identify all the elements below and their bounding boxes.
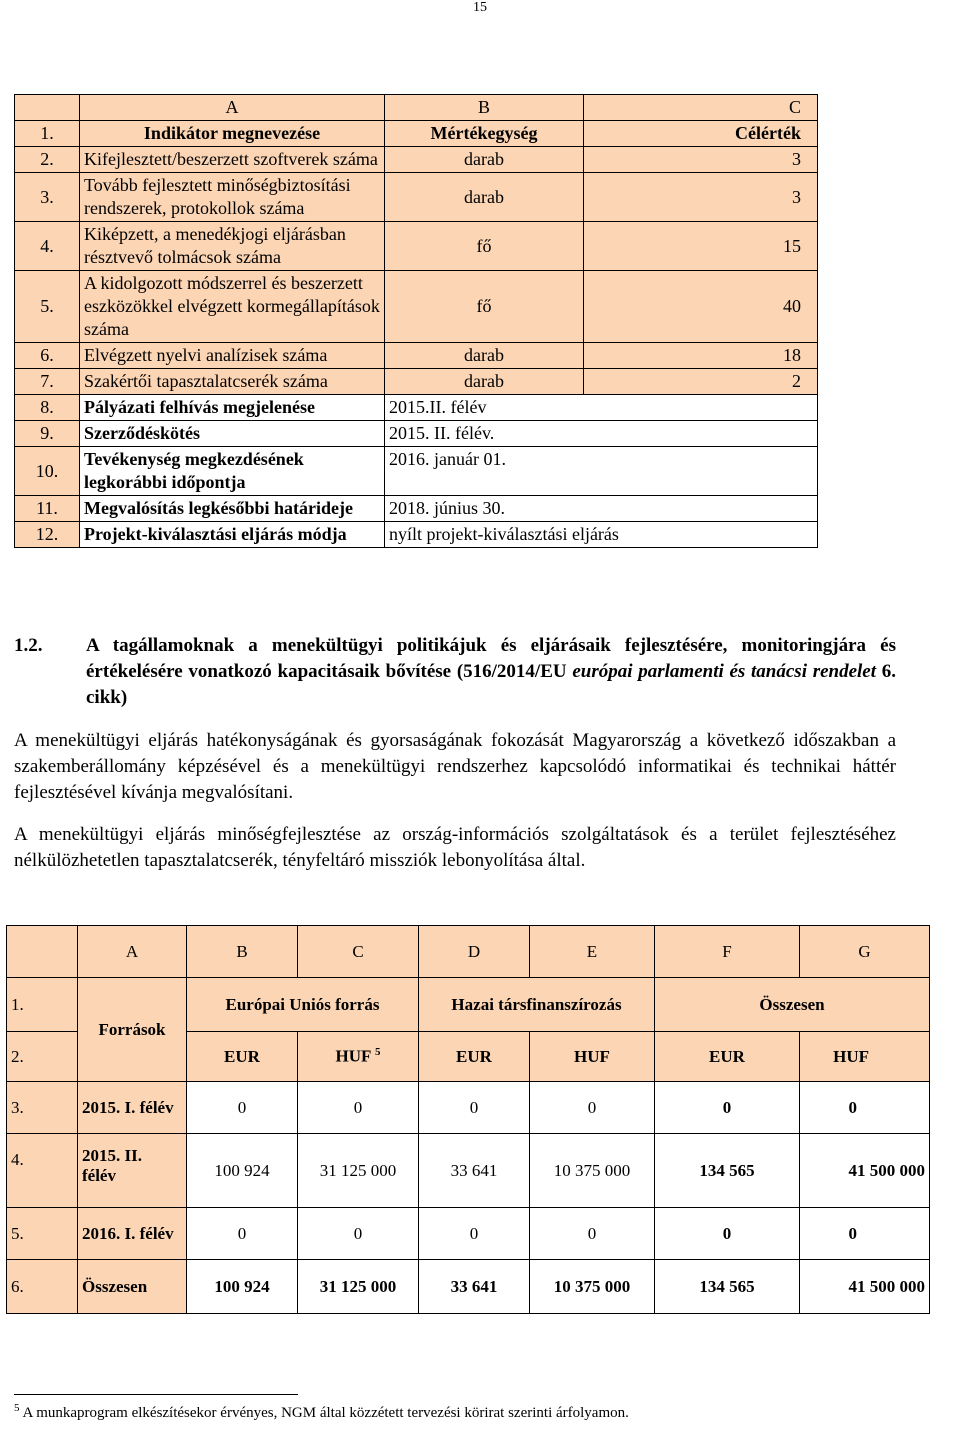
info-value: 2015. II. félév. bbox=[385, 421, 818, 447]
indicator-name: Tovább fejlesztett minőségbiztosítási rendszerek, protokollok száma bbox=[80, 173, 385, 222]
footnote-text: A munkaprogram elkészítésekor érvényes, NGM által közzétett tervezési körirat szerinti árfolyamon. bbox=[22, 1405, 629, 1421]
col-letter-c: C bbox=[584, 95, 818, 121]
col-letter-d: D bbox=[419, 926, 530, 978]
table-row bbox=[15, 369, 818, 395]
sources-label: Források bbox=[78, 978, 187, 1082]
row-number: 1. bbox=[7, 978, 78, 1032]
cell-value: 33 641 bbox=[419, 1260, 530, 1314]
row-number: 7. bbox=[15, 369, 80, 395]
indicator-name: Elvégzett nyelvi analízisek száma bbox=[80, 343, 385, 369]
row-number: 5. bbox=[7, 1208, 78, 1260]
col-letter-c: C bbox=[298, 926, 419, 978]
info-row bbox=[15, 395, 818, 421]
footnote bbox=[14, 1402, 629, 1422]
target-value: 3 bbox=[584, 173, 818, 222]
col-letter-f: F bbox=[655, 926, 800, 978]
col-letter-a: A bbox=[78, 926, 187, 978]
currency-header: EUR bbox=[419, 1032, 530, 1082]
cell-value: 0 bbox=[419, 1082, 530, 1134]
period-label: 2015. II. félév bbox=[78, 1134, 187, 1208]
info-label: Pályázati felhívás megjelenése bbox=[80, 395, 385, 421]
currency-header: HUF $^5$ bbox=[298, 1032, 419, 1082]
section-title-italic: európai parlamenti és tanácsi rendelet bbox=[572, 661, 877, 682]
section-heading bbox=[14, 633, 896, 711]
row-number: 6. bbox=[7, 1260, 78, 1314]
header-indicator-name: Indikátor megnevezése bbox=[80, 121, 385, 147]
indicator-name: Kifejlesztett/beszerzett szoftverek száma bbox=[80, 147, 385, 173]
cell-value: 0 bbox=[530, 1082, 655, 1134]
info-row bbox=[15, 496, 818, 522]
table-header-letters bbox=[15, 95, 818, 121]
unit: darab bbox=[385, 147, 584, 173]
info-row bbox=[15, 522, 818, 548]
info-label: Projekt-kiválasztási eljárás módja bbox=[80, 522, 385, 548]
table-row bbox=[7, 1260, 930, 1314]
cell-value: 10 375 000 bbox=[530, 1260, 655, 1314]
row-number: 12. bbox=[15, 522, 80, 548]
row-number: 2. bbox=[7, 1032, 78, 1082]
header-unit: Mértékegység bbox=[385, 121, 584, 147]
row-number: 11. bbox=[15, 496, 80, 522]
info-value: 2016. január 01. bbox=[385, 447, 818, 496]
table-row bbox=[15, 147, 818, 173]
row-number: 3. bbox=[15, 173, 80, 222]
cell-value: 31 125 000 bbox=[298, 1260, 419, 1314]
info-row bbox=[15, 447, 818, 496]
currency-header: HUF bbox=[530, 1032, 655, 1082]
table-row bbox=[7, 1134, 930, 1208]
row-number: 4. bbox=[15, 222, 80, 271]
cell-value: 41 500 000 bbox=[800, 1134, 930, 1208]
table-row bbox=[15, 222, 818, 271]
info-row bbox=[15, 421, 818, 447]
target-value: 18 bbox=[584, 343, 818, 369]
cell-value: 0 bbox=[298, 1208, 419, 1260]
row-number: 6. bbox=[15, 343, 80, 369]
table-row bbox=[7, 1208, 930, 1260]
cell-value: 0 bbox=[800, 1082, 930, 1134]
cell-value: 33 641 bbox=[419, 1134, 530, 1208]
cell-value: 0 bbox=[298, 1082, 419, 1134]
table-row bbox=[7, 978, 930, 1032]
cell-value: 0 bbox=[530, 1208, 655, 1260]
period-label: Összesen bbox=[78, 1260, 187, 1314]
table-column-headers bbox=[15, 121, 818, 147]
unit: darab bbox=[385, 343, 584, 369]
footnote-mark: 5 bbox=[375, 1046, 381, 1059]
cell-value: 100 924 bbox=[187, 1134, 298, 1208]
unit: darab bbox=[385, 173, 584, 222]
row-number: 9. bbox=[15, 421, 80, 447]
target-value: 40 bbox=[584, 271, 818, 343]
target-value: 15 bbox=[584, 222, 818, 271]
cell-value: 0 bbox=[655, 1082, 800, 1134]
section-number: 1.2. bbox=[14, 635, 43, 656]
paragraph-2: A menekültügyi eljárás minőségfejlesztése az ország-információs szolgáltatások és a terület fejlesztéséhez nélkülözhetetlen tapasztalatcserék, tényfeltáró missziók lebonyolítása által. bbox=[14, 824, 896, 871]
indicator-name: Kiképzett, a menedékjogi eljárásban résztvevő tolmácsok száma bbox=[80, 222, 385, 271]
cell-value: 134 565 bbox=[655, 1260, 800, 1314]
cell-value: 0 bbox=[187, 1082, 298, 1134]
currency-header: HUF bbox=[800, 1032, 930, 1082]
indicator-table bbox=[14, 94, 818, 548]
cell-value: 0 bbox=[419, 1208, 530, 1260]
unit: fő bbox=[385, 222, 584, 271]
row-number: 3. bbox=[7, 1082, 78, 1134]
currency-header: EUR bbox=[655, 1032, 800, 1082]
national-cofinancing-header: Hazai társfinanszírozás bbox=[419, 978, 655, 1032]
table-row bbox=[15, 343, 818, 369]
header-target: Célérték bbox=[584, 121, 818, 147]
info-label: Tevékenység megkezdésének legkorábbi időpontja bbox=[80, 447, 385, 496]
col-letter-g: G bbox=[800, 926, 930, 978]
section-title-main: A tagállamoknak a menekültügyi politikájuk és eljárásaik fejlesztésére, monitoringjára és értékelésére vonatkozó kapacitásaik bővítése (516/2014/EU bbox=[86, 635, 896, 682]
unit: darab bbox=[385, 369, 584, 395]
table-row bbox=[15, 271, 818, 343]
section-title-end: 6. cikk) bbox=[86, 661, 897, 708]
row-number: 8. bbox=[15, 395, 80, 421]
page-number: 15 bbox=[473, 0, 487, 15]
cell-value: 10 375 000 bbox=[530, 1134, 655, 1208]
period-label: 2015. I. félév bbox=[78, 1082, 187, 1134]
col-letter-a: A bbox=[80, 95, 385, 121]
info-value: nyílt projekt-kiválasztási eljárás bbox=[385, 522, 818, 548]
footnote-number: 5 bbox=[14, 1402, 20, 1414]
row-number: 10. bbox=[15, 447, 80, 496]
currency-header: EUR bbox=[187, 1032, 298, 1082]
paragraph-1: A menekültügyi eljárás hatékonyságának és gyorsaságának fokozását Magyarország a következő időszakban a szakemberállomány képzésével és a menekültügyi rendszerhez kapcsolódó informatikai és technikai háttér fejlesztésével kívánja megvalósítani. bbox=[14, 730, 896, 803]
period-label: 2016. I. félév bbox=[78, 1208, 187, 1260]
funding-table bbox=[6, 925, 930, 1314]
target-value: 2 bbox=[584, 369, 818, 395]
cell-value: 134 565 bbox=[655, 1134, 800, 1208]
section-title bbox=[86, 633, 896, 711]
col-letter-b: B bbox=[187, 926, 298, 978]
row-number: 1. bbox=[15, 121, 80, 147]
cell-value: 0 bbox=[655, 1208, 800, 1260]
indicator-name: A kidolgozott módszerrel és beszerzett eszközökkel elvégzett kormegállapítások száma bbox=[80, 271, 385, 343]
total-header: Összesen bbox=[655, 978, 930, 1032]
cell-value: 41 500 000 bbox=[800, 1260, 930, 1314]
cell-value: 0 bbox=[187, 1208, 298, 1260]
info-label: Szerződéskötés bbox=[80, 421, 385, 447]
row-number: 4. bbox=[7, 1134, 78, 1208]
col-letter-b: B bbox=[385, 95, 584, 121]
cell-value: 100 924 bbox=[187, 1260, 298, 1314]
cell-value: 31 125 000 bbox=[298, 1134, 419, 1208]
row-number: 2. bbox=[15, 147, 80, 173]
unit: fő bbox=[385, 271, 584, 343]
info-value: 2015.II. félév bbox=[385, 395, 818, 421]
indicator-name: Szakértői tapasztalatcserék száma bbox=[80, 369, 385, 395]
footnote-separator bbox=[14, 1394, 298, 1395]
table-row bbox=[7, 1082, 930, 1134]
cell-value: 0 bbox=[800, 1208, 930, 1260]
row-number: 5. bbox=[15, 271, 80, 343]
info-label: Megvalósítás legkésőbbi határideje bbox=[80, 496, 385, 522]
table-row bbox=[15, 173, 818, 222]
col-letter-e: E bbox=[530, 926, 655, 978]
eu-source-header: Európai Uniós forrás bbox=[187, 978, 419, 1032]
table-header-letters bbox=[7, 926, 930, 978]
target-value: 3 bbox=[584, 147, 818, 173]
info-value: 2018. június 30. bbox=[385, 496, 818, 522]
